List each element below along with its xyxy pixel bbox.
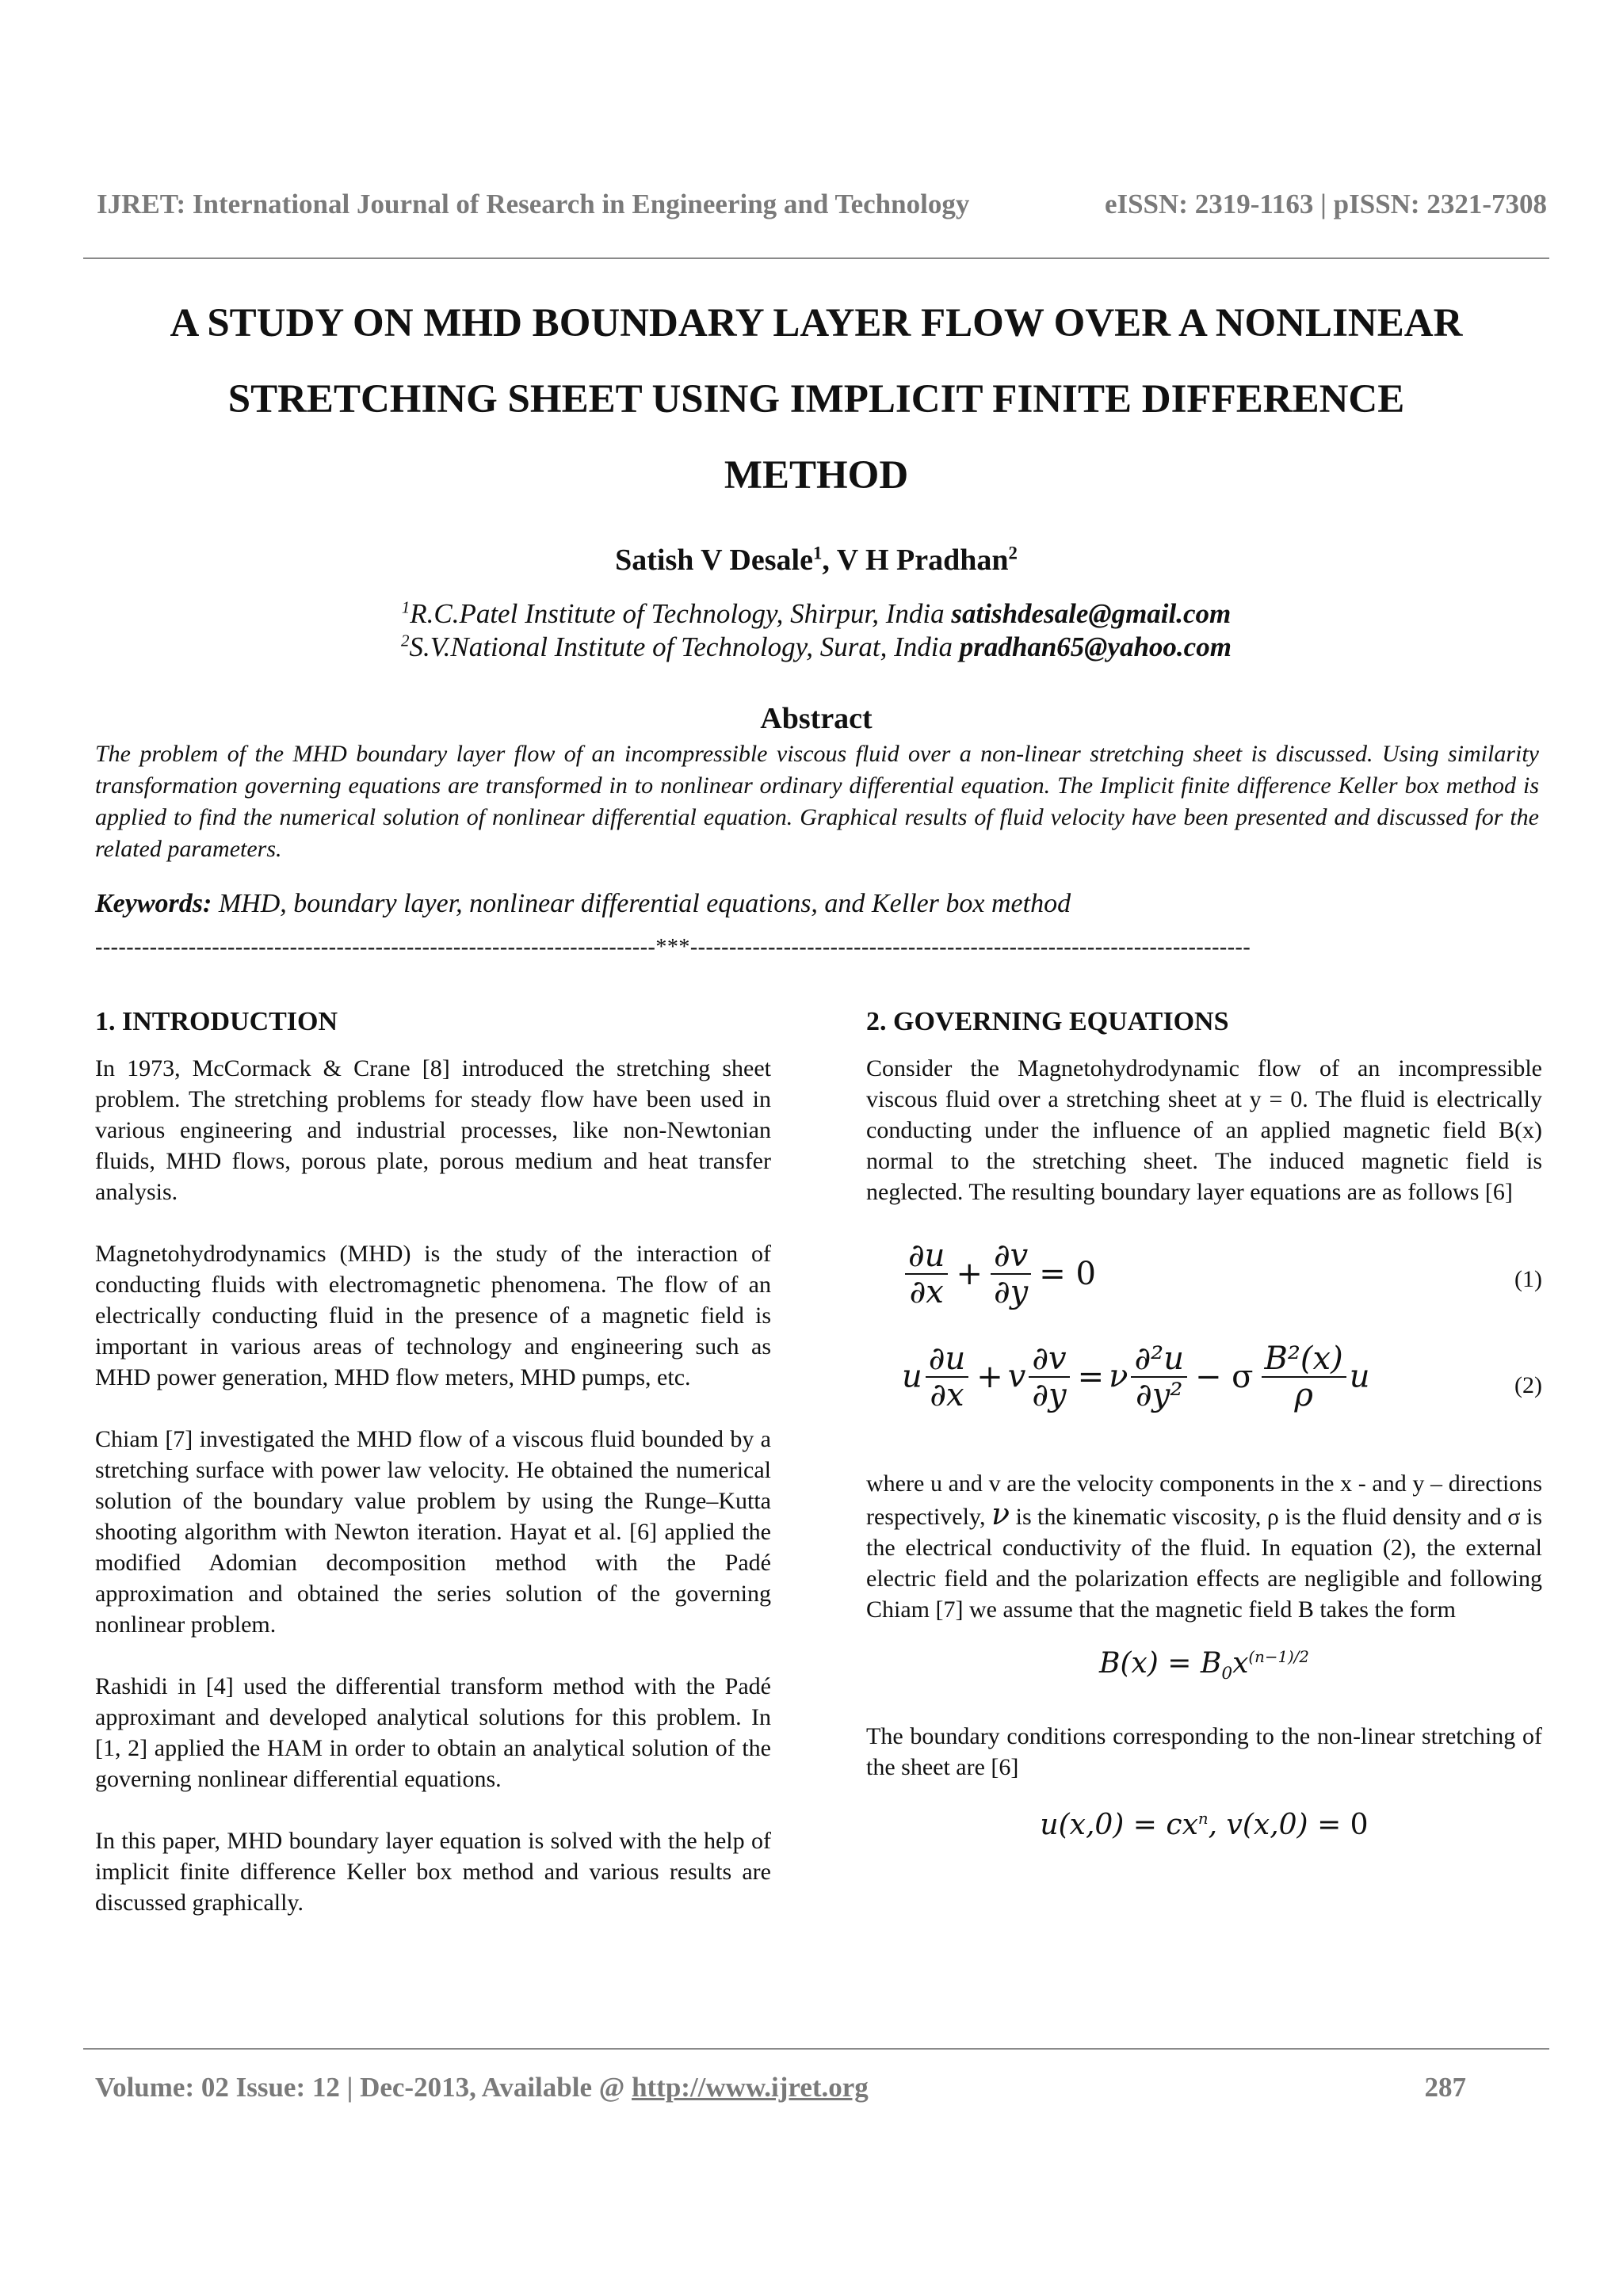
- equation-magnetic-field: $B(x) = B_0x^{(n-1)/2}$: [1098, 1647, 1310, 1684]
- affiliation: [83, 631, 1549, 663]
- paragraph: Rashidi in [4] used the differential transform method with the Padé approximant and developed analytical solutions for this problem. In [1, 2] applied the HAM in order to obtain an analytical solution of the governing nonlinear differential equations.: [95, 1673, 771, 1792]
- abstract-body: The problem of the MHD boundary layer flow of an incompressible viscous fluid over a non-linear stretching sheet is discussed. Using similarity transformation governing equations are transformed in to nonlinear ordinary differential equation. The Implicit finite difference Keller box method is applied to find the numerical solution of nonlinear differential equation. Graphical results of fluid velocity have been presented and discussed for the related parameters.: [95, 741, 1539, 862]
- equation-number: (1): [1514, 1266, 1542, 1292]
- equation-momentum: u $\frac{\partial u}{\partial x}$ + v $\frac{\partial v}{\partial y}$ = ν $\frac{\text{∂²u}}{\text{∂y²}}$ − σ $\frac{\text{B²(x)}}{\rho}$ u (2): [902, 1341, 1542, 1413]
- right-column: [866, 1006, 1542, 1840]
- journal-name: IJRET: International Journal of Research in Engineering and Technology: [97, 189, 970, 219]
- author-name: Satish V Desale: [615, 543, 813, 577]
- section-heading: 1. INTRODUCTION: [95, 1007, 338, 1036]
- paragraph: Magnetohydrodynamics (MHD) is the study of the interaction of conducting fluids with electromagnetic phenomena. The flow of an electrically conducting fluid in the presence of a magnetic field is important in various areas of technology and engineering such as MHD power generation, MHD flow meters, MHD pumps, etc.: [95, 1241, 771, 1390]
- equation-boundary-conditions: $u(x,0) = cx^n$, v(x,0) = 0: [1040, 1809, 1369, 1842]
- journal-link[interactable]: http://www.ijret.org: [632, 2072, 869, 2103]
- paragraph: Consider the Magnetohydrodynamic flow of an incompressible viscous fluid over a stretching sheet at y = 0. The fluid is electrically conducting under the influence of an applied magnetic field B(x) normal to the stretching sheet. The induced magnetic field is neglected. The resulting boundary layer equations are as follows [6]: [866, 1055, 1542, 1205]
- volume-info: [95, 2072, 869, 2103]
- paragraph: In 1973, McCormack & Crane [8] introduced the stretching sheet problem. The stretching problems for steady flow have been used in various engineering and industrial processes, like non-Newtonian fluids, MHD flows, porous plate, porous medium and heat transfer analysis.: [95, 1055, 771, 1205]
- title-line: A STUDY ON MHD BOUNDARY LAYER FLOW OVER A NONLINEAR: [170, 301, 1463, 345]
- affiliation-mark: 1: [401, 597, 411, 617]
- running-footer: [95, 2072, 1466, 2103]
- equation-continuity: $\frac{\partial u}{\partial x}$ + $\frac{\partial v}{\partial y}$ = 0 (1): [902, 1238, 1542, 1318]
- paragraph-text: where u and v are the velocity components in the x - and y – directions respectively,: [866, 1470, 1542, 1530]
- paragraph: Chiam [7] investigated the MHD flow of a viscous fluid bounded by a stretching surface with power law velocity. He obtained the numerical solution of the boundary value problem by using the Runge–Kutta shooting algorithm with Newton iteration. Hayat et al. [6] applied the modified Adomian decomposition method with the Padé approximation and obtained the series solution of the governing nonlinear problem.: [95, 1426, 771, 1638]
- keywords-text: MHD, boundary layer, nonlinear differential equations, and Keller box method: [212, 889, 1071, 918]
- volume-text: Volume: 02 Issue: 12 | Dec-2013, Available @: [95, 2072, 632, 2103]
- paragraph: [866, 1468, 1542, 1625]
- section-heading: 2. GOVERNING EQUATIONS: [866, 1007, 1229, 1036]
- abstract-heading: Abstract: [760, 702, 873, 735]
- running-header: [97, 189, 1547, 220]
- issn: eISSN: 2319-1163 | pISSN: 2321-7308: [1104, 189, 1547, 219]
- author-mark: 2: [1008, 543, 1018, 563]
- affiliation-mark: 2: [401, 631, 410, 650]
- affiliation-text: R.C.Patel Institute of Technology, Shirpur, India: [410, 598, 952, 629]
- affiliation-text: S.V.National Institute of Technology, Surat, India: [409, 631, 960, 662]
- header-rule: [83, 257, 1549, 259]
- equation-number: (2): [1514, 1372, 1542, 1398]
- affiliation: [83, 598, 1549, 630]
- author-list: Satish V Desale$^1$, V H Pradhan$^2$: [615, 543, 1018, 577]
- keywords: [95, 889, 1539, 919]
- paper-title: [83, 285, 1549, 513]
- author-email[interactable]: pradhan65@yahoo.com: [959, 631, 1232, 662]
- author-email[interactable]: satishdesale@gmail.com: [951, 598, 1232, 629]
- left-column: [95, 1006, 771, 1949]
- nu-symbol: ν: [991, 1497, 1010, 1531]
- paragraph-text: is the kinematic viscosity, ρ is the fluid density and σ is the electrical conductivity of the fluid. In equation (2), the external electric field and the polarization effects are negligible and following Chiam [7] we assume that the magnetic field B takes the form: [866, 1504, 1543, 1623]
- title-line: METHOD: [724, 453, 909, 498]
- footer-rule: [83, 2048, 1549, 2050]
- author-name: V H Pradhan: [836, 543, 1009, 577]
- paragraph: In this paper, MHD boundary layer equation is solved with the help of implicit finite difference Keller box method and various results are discussed graphically.: [95, 1828, 771, 1916]
- page-number: 287: [1424, 2072, 1466, 2103]
- section-separator: ------------------------------------------------------------------------***------------------------------------------------------------------------: [95, 935, 1251, 959]
- keywords-label: Keywords:: [95, 889, 212, 918]
- paragraph: The boundary conditions corresponding to the non-linear stretching of the sheet are [6]: [866, 1723, 1542, 1781]
- author-mark: 1: [812, 543, 823, 563]
- title-line: STRETCHING SHEET USING IMPLICIT FINITE DIFFERENCE: [227, 377, 1405, 421]
